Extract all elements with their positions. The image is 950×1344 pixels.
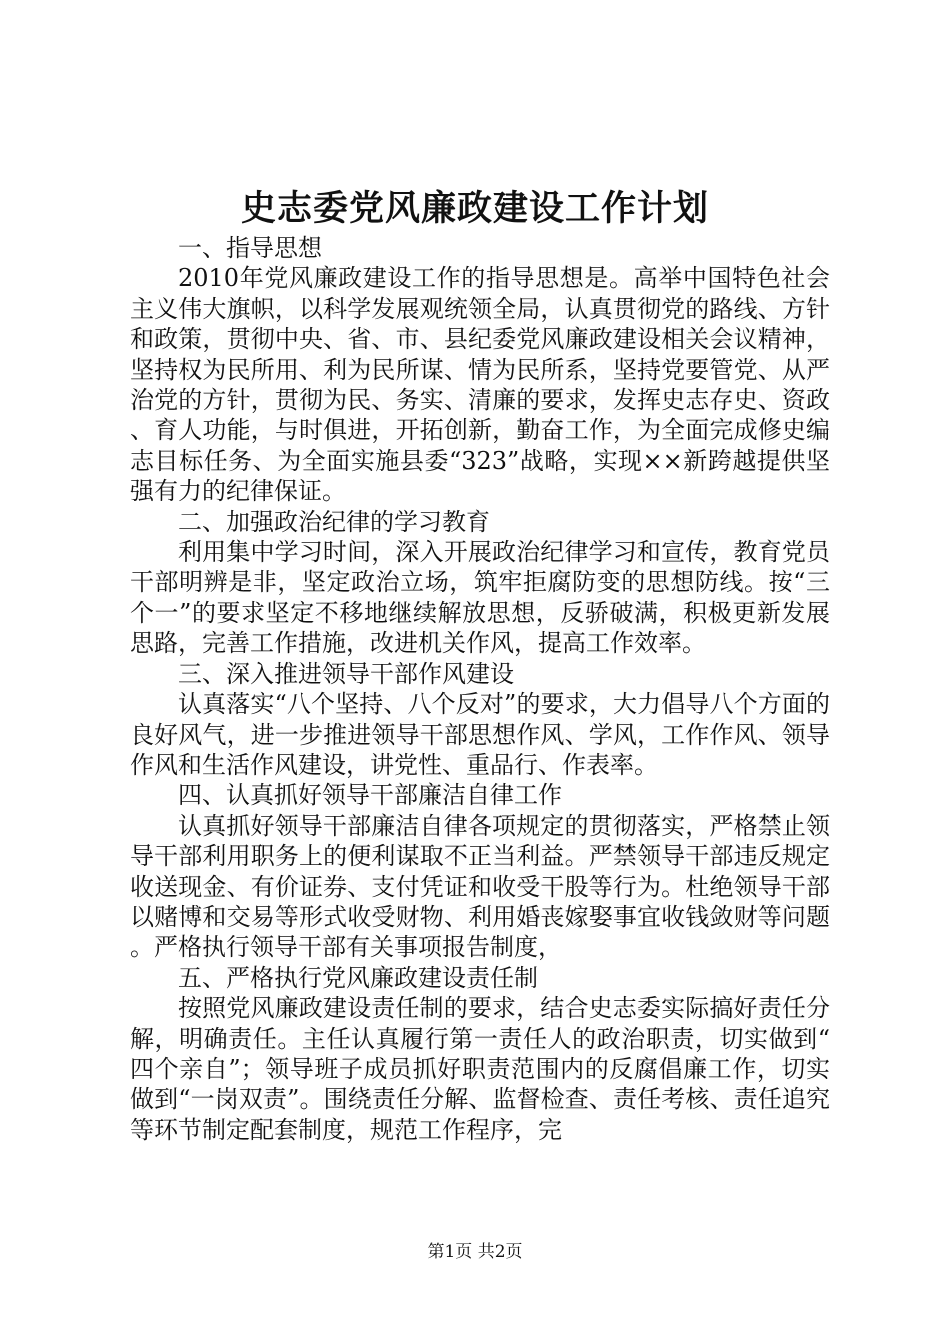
document-title: 史志委党风廉政建设工作计划 bbox=[240, 188, 709, 229]
section-heading-4: 四、认真抓好领导干部廉洁自律工作 bbox=[178, 781, 562, 810]
page-number: 第1页 共2页 bbox=[427, 1242, 523, 1262]
paragraph-work-style: 认真落实“八个坚持、八个反对”的要求，大力倡导八个方面的良好风气，进一步推进领导干部思想作风、学风，工作作风、领导作风和生活作风建设，讲党性、重品行、作表率。 bbox=[130, 690, 830, 779]
document-body bbox=[130, 233, 830, 1145]
paragraph-discipline-education: 利用集中学习时间，深入开展政治纪律学习和宣传，教育党员干部明辨是非，坚定政治立场，筑牢拒腐防变的思想防线。按“三个一”的要求坚定不移地继续解放思想，反骄破满，积极更新发展思路，完善工作措施，改进机关作风，提高工作效率。 bbox=[130, 538, 830, 658]
section-heading-1: 一、指导思想 bbox=[178, 234, 322, 262]
section-heading-2: 二、加强政治纪律的学习教育 bbox=[178, 507, 490, 536]
paragraph-self-discipline: 认真抓好领导干部廉洁自律各项规定的贯彻落实，严格禁止领导干部利用职务上的便利谋取不正当利益。严禁领导干部违反规定收送现金、有价证券、支付凭证和收受干股等行为。杜绝领导干部以赌博和交易等形式收受财物、利用婚丧嫁娶事宜收钱敛财等问题。严格执行领导干部有关事项报告制度， bbox=[130, 811, 830, 962]
paragraph-guiding-thought: 2010年党风廉政建设工作的指导思想是。高举中国特色社会主义伟大旗帜，以科学发展观统领全局，认真贯彻党的路线、方针和政策，贯彻中央、省、市、县纪委党风廉政建设相关会议精神，坚持权为民所用、利为民所谋、情为民所系，坚持党要管党、从严治党的方针，贯彻为民、务实、清廉的要求，发挥史志存史、资政、育人功能，与时俱进，开拓创新，勤奋工作，为全面完成修史编志目标任务、为全面实施县委“323”战略，实现××新跨越提供坚强有力的纪律保证。 bbox=[130, 264, 830, 506]
section-heading-3: 三、深入推进领导干部作风建设 bbox=[178, 659, 514, 688]
paragraph-responsibility-system: 按照党风廉政建设责任制的要求，结合史志委实际搞好责任分解，明确责任。主任认真履行第一责任人的政治职责，切实做到“四个亲自”；领导班子成员抓好职责范围内的反腐倡廉工作，切实做到“一岗双责”。围绕责任分解、监督检查、责任考核、责任追究等环节制定配套制度，规范工作程序，完 bbox=[130, 994, 830, 1144]
section-heading-5: 五、严格执行党风廉政建设责任制 bbox=[178, 963, 538, 992]
